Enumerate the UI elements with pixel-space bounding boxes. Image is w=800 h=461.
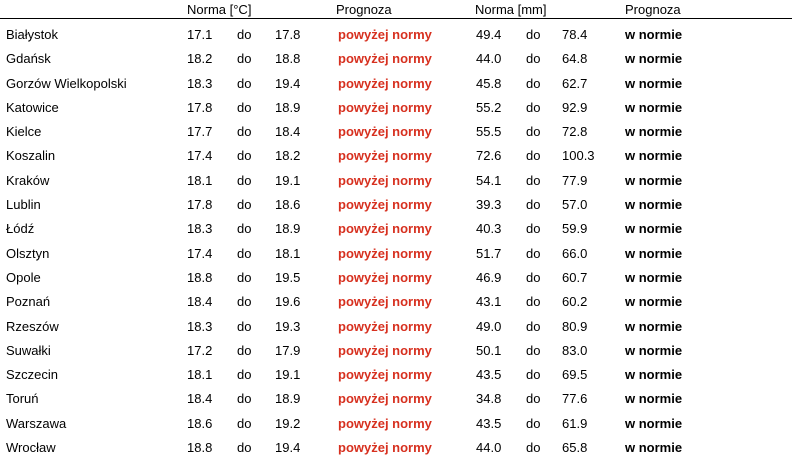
temp-norm-min: 18.1 (187, 367, 213, 383)
temp-norm-min: 18.4 (187, 294, 213, 310)
city-name: Toruń (6, 391, 39, 407)
temp-norm-max: 19.4 (275, 75, 301, 91)
temp-norm-min: 17.7 (187, 124, 213, 140)
temp-range-separator: do (237, 51, 252, 67)
precip-range-separator: do (526, 367, 541, 383)
temp-norm-min: 17.2 (187, 342, 213, 358)
precip-norm-min: 55.5 (476, 124, 502, 140)
precip-norm-max: 60.7 (562, 269, 588, 285)
city-name: Gorzów Wielkopolski (6, 75, 127, 91)
temp-forecast: powyżej normy (338, 51, 432, 67)
precip-norm-max: 69.5 (562, 367, 588, 383)
temp-norm-min: 17.4 (187, 245, 213, 261)
temp-range-separator: do (237, 124, 252, 140)
temp-norm-min: 17.8 (187, 99, 213, 115)
precip-forecast: w normie (625, 342, 683, 358)
precip-range-separator: do (526, 269, 541, 285)
temp-norm-max: 18.9 (275, 391, 301, 407)
temp-range-separator: do (237, 367, 252, 383)
precip-forecast: w normie (625, 245, 683, 261)
temp-range-separator: do (237, 27, 252, 42)
temp-range-separator: do (237, 148, 252, 164)
temp-range-separator: do (237, 440, 252, 456)
precip-range-separator: do (526, 221, 541, 237)
temp-forecast: powyżej normy (338, 415, 432, 431)
precip-range-separator: do (526, 172, 541, 188)
temp-norm-max: 19.3 (275, 318, 301, 334)
temp-forecast: powyżej normy (338, 367, 432, 383)
table-body (0, 24, 800, 461)
temp-forecast: powyżej normy (338, 27, 432, 42)
precip-norm-min: 55.2 (476, 99, 502, 115)
temp-norm-min: 18.8 (187, 269, 213, 285)
temp-range-separator: do (237, 415, 252, 431)
city-name: Szczecin (6, 367, 59, 383)
precip-norm-max: 61.9 (562, 415, 588, 431)
table-row (0, 121, 800, 145)
city-name: Rzeszów (6, 318, 59, 334)
precip-forecast: w normie (625, 197, 683, 213)
table-row (0, 388, 800, 412)
temp-norm-max: 19.4 (275, 440, 301, 456)
precip-range-separator: do (526, 124, 541, 140)
table-row (0, 48, 800, 72)
temp-norm-max: 18.9 (275, 221, 301, 237)
precip-norm-max: 78.4 (562, 27, 588, 42)
precip-range-separator: do (526, 440, 541, 456)
precip-range-separator: do (526, 99, 541, 115)
table-row (0, 364, 800, 388)
precip-norm-max: 77.9 (562, 172, 588, 188)
precip-norm-min: 44.0 (476, 440, 502, 456)
table-row (0, 170, 800, 194)
precip-range-separator: do (526, 318, 541, 334)
table-row (0, 97, 800, 121)
city-name: Poznań (6, 294, 51, 310)
temp-norm-min: 18.1 (187, 172, 213, 188)
table-row (0, 267, 800, 291)
temp-forecast: powyżej normy (338, 148, 432, 164)
table-row (0, 218, 800, 242)
temp-forecast: powyżej normy (338, 440, 432, 456)
temp-norm-min: 18.3 (187, 318, 213, 334)
precip-norm-max: 64.8 (562, 51, 588, 67)
temp-range-separator: do (237, 318, 252, 334)
precip-norm-min: 72.6 (476, 148, 502, 164)
table-row (0, 413, 800, 437)
city-name: Warszawa (6, 415, 67, 431)
precip-norm-max: 60.2 (562, 294, 588, 310)
precip-norm-min: 49.0 (476, 318, 502, 334)
precip-norm-max: 80.9 (562, 318, 588, 334)
temp-forecast: powyżej normy (338, 391, 432, 407)
table-row (0, 145, 800, 169)
table-row (0, 194, 800, 218)
precip-norm-max: 72.8 (562, 124, 588, 140)
city-name: Wrocław (6, 440, 56, 456)
temp-forecast: powyżej normy (338, 172, 432, 188)
precip-forecast: w normie (625, 221, 683, 237)
temp-norm-max: 18.1 (275, 245, 301, 261)
temp-range-separator: do (237, 221, 252, 237)
temp-forecast: powyżej normy (338, 318, 432, 334)
table-header (0, 0, 792, 19)
precip-norm-min: 43.5 (476, 367, 502, 383)
precip-range-separator: do (526, 148, 541, 164)
precip-range-separator: do (526, 51, 541, 67)
temp-forecast: powyżej normy (338, 269, 432, 285)
table-row (0, 340, 800, 364)
precip-range-separator: do (526, 197, 541, 213)
temp-norm-max: 18.6 (275, 197, 301, 213)
precip-norm-max: 65.8 (562, 440, 588, 456)
city-name: Opole (6, 269, 41, 285)
temp-range-separator: do (237, 197, 252, 213)
precip-forecast: w normie (625, 124, 683, 140)
table-row (0, 73, 800, 97)
precip-range-separator: do (526, 391, 541, 407)
city-name: Kraków (6, 172, 50, 188)
temp-norm-min: 18.8 (187, 440, 213, 456)
precip-norm-min: 46.9 (476, 269, 502, 285)
table-row (0, 437, 800, 461)
precip-forecast: w normie (625, 294, 683, 310)
precip-forecast: w normie (625, 75, 683, 91)
precip-norm-max: 62.7 (562, 75, 588, 91)
temp-range-separator: do (237, 245, 252, 261)
precip-norm-min: 43.5 (476, 415, 502, 431)
header-temp-norm: Norma [°C] (187, 2, 252, 17)
precip-norm-min: 49.4 (476, 27, 502, 42)
temp-forecast: powyżej normy (338, 342, 432, 358)
precip-forecast: w normie (625, 269, 683, 285)
table-row (0, 24, 800, 48)
precip-range-separator: do (526, 75, 541, 91)
temp-range-separator: do (237, 294, 252, 310)
city-name: Białystok (6, 27, 59, 42)
precip-forecast: w normie (625, 27, 683, 42)
temp-norm-min: 18.6 (187, 415, 213, 431)
precip-norm-min: 45.8 (476, 75, 502, 91)
temp-range-separator: do (237, 269, 252, 285)
precip-range-separator: do (526, 245, 541, 261)
city-name: Łódź (6, 221, 35, 237)
temp-forecast: powyżej normy (338, 124, 432, 140)
temp-norm-max: 19.5 (275, 269, 301, 285)
temp-forecast: powyżej normy (338, 75, 432, 91)
table-row (0, 291, 800, 315)
precip-range-separator: do (526, 27, 541, 42)
city-name: Katowice (6, 99, 59, 115)
city-name: Gdańsk (6, 51, 51, 67)
precip-norm-min: 40.3 (476, 221, 502, 237)
precip-norm-max: 92.9 (562, 99, 588, 115)
temp-range-separator: do (237, 75, 252, 91)
city-name: Koszalin (6, 148, 56, 164)
temp-norm-min: 18.3 (187, 75, 213, 91)
precip-norm-min: 43.1 (476, 294, 502, 310)
temp-norm-max: 19.6 (275, 294, 301, 310)
temp-norm-max: 18.4 (275, 124, 301, 140)
precip-norm-max: 83.0 (562, 342, 588, 358)
precip-forecast: w normie (625, 367, 683, 383)
header-temp-forecast: Prognoza (336, 2, 392, 17)
precip-norm-max: 100.3 (562, 148, 595, 164)
temp-norm-min: 17.4 (187, 148, 213, 164)
header-precip-forecast: Prognoza (625, 2, 681, 17)
temp-norm-min: 17.1 (187, 27, 213, 42)
header-precip-norm: Norma [mm] (475, 2, 547, 17)
precip-norm-min: 50.1 (476, 342, 502, 358)
precip-forecast: w normie (625, 440, 683, 456)
table-row (0, 243, 800, 267)
temp-norm-max: 18.2 (275, 148, 301, 164)
precip-norm-max: 77.6 (562, 391, 588, 407)
temp-forecast: powyżej normy (338, 221, 432, 237)
temp-forecast: powyżej normy (338, 245, 432, 261)
temp-range-separator: do (237, 172, 252, 188)
temp-norm-max: 17.8 (275, 27, 301, 42)
city-name: Olsztyn (6, 245, 50, 261)
temp-range-separator: do (237, 391, 252, 407)
city-name: Kielce (6, 124, 42, 140)
temp-norm-max: 19.2 (275, 415, 301, 431)
precip-norm-min: 44.0 (476, 51, 502, 67)
precip-norm-min: 39.3 (476, 197, 502, 213)
precip-forecast: w normie (625, 51, 683, 67)
temp-norm-max: 19.1 (275, 172, 301, 188)
precip-norm-min: 34.8 (476, 391, 502, 407)
precip-forecast: w normie (625, 99, 683, 115)
temp-forecast: powyżej normy (338, 197, 432, 213)
city-name: Lublin (6, 197, 41, 213)
precip-range-separator: do (526, 294, 541, 310)
precip-range-separator: do (526, 342, 541, 358)
table-row (0, 316, 800, 340)
temp-norm-max: 18.9 (275, 99, 301, 115)
temp-norm-max: 17.9 (275, 342, 301, 358)
temp-norm-min: 18.2 (187, 51, 213, 67)
temp-range-separator: do (237, 342, 252, 358)
precip-range-separator: do (526, 415, 541, 431)
precip-norm-max: 66.0 (562, 245, 588, 261)
precip-forecast: w normie (625, 172, 683, 188)
precip-forecast: w normie (625, 391, 683, 407)
city-name: Suwałki (6, 342, 51, 358)
precip-forecast: w normie (625, 148, 683, 164)
precip-norm-max: 57.0 (562, 197, 588, 213)
temp-norm-min: 18.3 (187, 221, 213, 237)
precip-forecast: w normie (625, 415, 683, 431)
temp-norm-max: 19.1 (275, 367, 301, 383)
precip-forecast: w normie (625, 318, 683, 334)
precip-norm-min: 51.7 (476, 245, 502, 261)
precip-norm-min: 54.1 (476, 172, 502, 188)
temp-forecast: powyżej normy (338, 99, 432, 115)
temp-norm-max: 18.8 (275, 51, 301, 67)
precip-norm-max: 59.9 (562, 221, 588, 237)
temp-norm-min: 17.8 (187, 197, 213, 213)
temp-norm-min: 18.4 (187, 391, 213, 407)
temp-range-separator: do (237, 99, 252, 115)
temp-forecast: powyżej normy (338, 294, 432, 310)
